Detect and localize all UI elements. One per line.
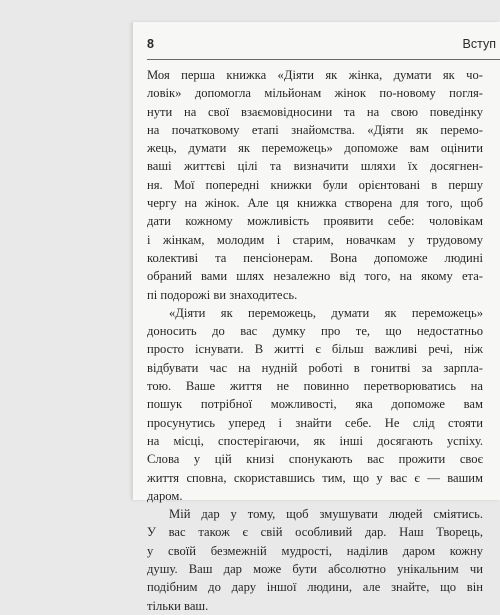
text-line: тою. Ваше життя не повинно перетворюватись на — [147, 379, 483, 394]
text-line: життя сповна, скориставшись тим, що у вас є — вашим — [147, 470, 483, 485]
text-line: тільки ваш. — [147, 598, 209, 613]
text-line: чергу на жінок. Але ця книжка створена для того, щоб — [147, 196, 483, 211]
running-head — [147, 37, 500, 53]
section-title: Вступ — [462, 37, 496, 51]
paragraph-1 — [147, 66, 483, 304]
text-line: у своїй безмежній мудрості, наділив даром кожну — [147, 543, 483, 558]
text-line: Слова у цій книзі спонукають вас прожити своє — [147, 452, 483, 467]
text-line: на місці, спостерігаючи, як інші досягають успіху. — [147, 433, 483, 448]
text-line: пошук потрібної можливості, яка допоможе вам — [147, 397, 483, 412]
text-line: душу. Ваш дар може бути абсолютно унікальним чи — [147, 562, 483, 577]
text-line: подібним до дару іншої людини, але знайте, що він — [147, 580, 483, 595]
text-line: У вас також є свій особливий дар. Наш Творець, — [147, 525, 483, 540]
text-line: на початковому етапі знайомства. «Діяти як перемо- — [147, 122, 483, 137]
text-line: нути на свої взаємовідносини та на свою поведінку — [147, 104, 483, 119]
text-line: обраний вами шлях незалежно від того, на якому ета- — [147, 269, 483, 284]
text-line: колективі та пенсіонерам. Вона допоможе людині — [147, 250, 483, 265]
text-line: відбувати час на нудній роботі в гонитві за зарпла- — [147, 360, 483, 375]
book-page — [133, 22, 500, 613]
text-line: Моя перша книжка «Діяти як жінка, думати як чо- — [147, 68, 483, 82]
paragraph-2 — [147, 304, 483, 505]
text-line: даром. — [147, 488, 183, 503]
text-line: доносить до вас думку про те, що недостатньо — [147, 324, 483, 339]
paragraph-3 — [147, 505, 483, 615]
text-line: ня. Мої попередні книжки були орієнтовані в першу — [147, 177, 483, 192]
text-line: дати кожному можливість проявити себе: чоловікам — [147, 214, 483, 229]
text-line: жець, думати як переможець» допоможе вам оцінити — [147, 141, 483, 156]
text-line: просто існувати. В житті є більш важливі речі, ніж — [147, 342, 483, 357]
body-text — [147, 66, 483, 615]
text-line: і жінкам, молодим і старим, новачкам у трудовому — [147, 232, 483, 247]
text-line: ваші життєві цілі та визначити шляхи їх досягнен- — [147, 159, 483, 174]
header-rule — [147, 59, 500, 60]
text-line: «Діяти як переможець, думати як переможець» — [169, 305, 483, 320]
page-number: 8 — [147, 37, 154, 51]
text-line: ловік» допомогла мільйонам жінок по-новому погля- — [147, 86, 483, 101]
text-line: просунутись уперед і знайти себе. Не слід стояти — [147, 415, 483, 430]
text-line: пі подорожі ви знаходитесь. — [147, 287, 298, 302]
text-line: Мій дар у тому, щоб змушувати людей сміятись. — [169, 507, 483, 522]
